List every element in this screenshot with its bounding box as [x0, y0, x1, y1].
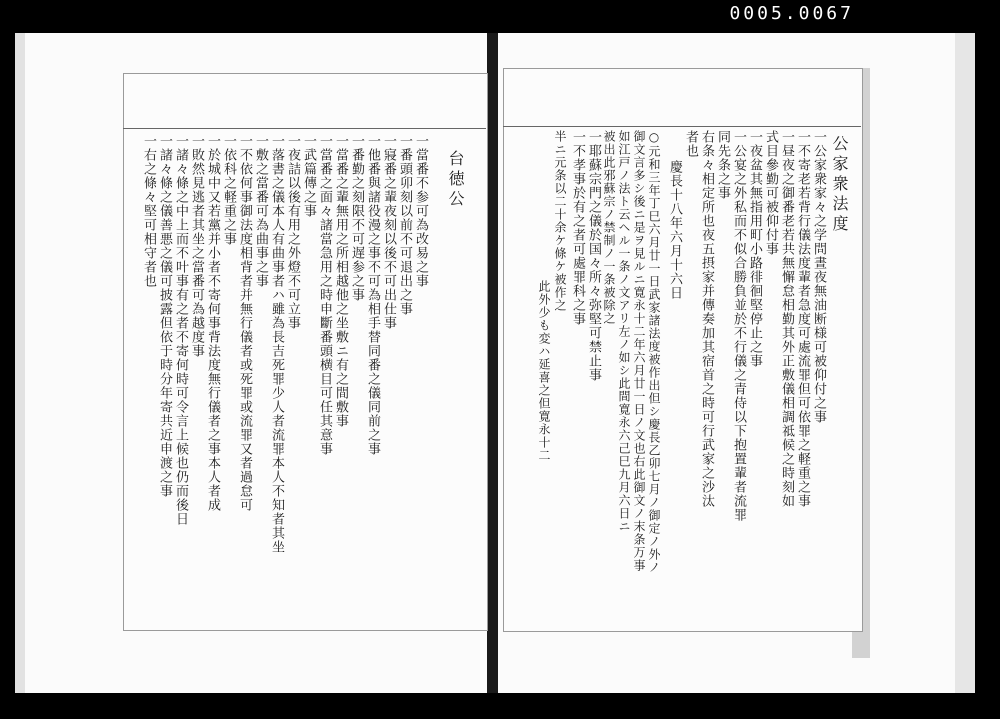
text-column: 式目參勤可被仰付事	[763, 130, 778, 256]
text-column: 一寢番之輩夜刻以後不可出仕事	[381, 134, 396, 330]
text-column: 者也	[683, 130, 698, 158]
text-column: 一公宴之外私而不似合勝負並於不行儀之青侍以下抱置輩者流罪	[731, 130, 746, 522]
text-column: 同先条之事	[715, 130, 730, 200]
text-column: 一耶蘇宗門之儀於国々所々弥堅可禁止事	[586, 130, 601, 382]
right-page-title: 公家衆法度	[830, 135, 849, 235]
left-page-title: 台徳公	[446, 150, 465, 210]
text-column: 一不依何事御法度相背者并無行儀者或死罪或流罪又者過怠可	[237, 134, 252, 512]
text-column: 一敗然見逃者其坐之當番可為越度事	[189, 134, 204, 358]
text-column: 半ニ元条以二十余ケ條ケ被作之	[553, 130, 567, 312]
text-column: 一敷之當番可為曲事之事	[253, 134, 268, 288]
frame-id: 0005.0067	[729, 3, 854, 24]
text-column: 一當番之面々諸當急用之時申斷番頭横目可任其意事	[317, 134, 332, 456]
text-column: 被出此邪蘇宗ノ禁制ノ一条被除之	[602, 130, 616, 325]
text-column: 一依科之軽重之事	[221, 134, 236, 246]
text-column: 慶長十八年六月十六日	[667, 160, 682, 300]
text-column: 一他番與諸役漫之事不可為相手替同番之儀同前之事	[365, 134, 380, 456]
text-column: 一番勤之刻限不可遅参之事	[349, 134, 364, 302]
text-column: 一公家衆家々之学問晝夜無油断様可被仰付之事	[811, 130, 826, 424]
text-column: 右条々相定所也夜五摂家并傳奏加其宿首之時可行武家之沙汰	[699, 130, 714, 508]
text-column: 一不孝事於有之者可處罪科之事	[570, 130, 585, 326]
text-column: 一當番不参可為改易之事	[413, 134, 428, 288]
text-column: 一諸々條之儀善悪之儀可披露但依于時分年寄共近申渡之事	[157, 134, 172, 498]
text-column: 此外少も変ハ延喜之但寛永十二	[537, 280, 551, 462]
text-column: 一夜盆其無指用町小路徘徊堅停止之事	[747, 130, 762, 368]
book-spine	[487, 33, 498, 693]
text-column: 御文言多シ後ニ是ヲ見ルニ寛永十二年六月廿一日ノ文也右此御文ノ末条万事	[632, 130, 646, 572]
text-column: 一番頭卯刻以前不可退出之事	[397, 134, 412, 316]
text-column: 一於城中又若黨并小者不寄何事背法度無行儀者之事本人者成	[205, 134, 220, 512]
right-page-edge	[955, 33, 975, 693]
text-column: 一右之條々堅可相守者也	[141, 134, 156, 288]
right-header-rule	[503, 126, 861, 127]
text-column: 一諸々條之中上而不叶事有之者不寄何時可令言上候也仍而後日	[173, 134, 188, 526]
text-column: 一落書之儀本人有曲事者ハ雖為長吉死罪少人者流罪本人不知者其坐	[269, 134, 284, 554]
text-column: 如江戸ノ法ト云ヘル一条ノ文アリ左ノ如シ此間寛永六己巳九月六日ニ	[617, 130, 631, 533]
left-page-edge	[15, 33, 25, 693]
text-column: 一當番之輩無用之所相越他之坐敷ニ有之間敷事	[333, 134, 348, 428]
left-header-rule	[123, 128, 486, 129]
text-column: 一武篇傳之事	[301, 134, 316, 218]
text-column: 一不寄老若背行儀法度輩者急度可處流罪但可依罪之軽重之事	[795, 130, 810, 508]
text-column: ○元和三年丁巳六月廿一日武家諸法度被作出但シ慶長乙卯七月ノ御定ノ外ノ	[647, 130, 661, 574]
text-column: 一夜詰以後有用之外燈不可立事	[285, 134, 300, 330]
text-column: 一昼夜之御番老若共無懈怠相勤其外正敷儀相調祗候之時刻如	[779, 130, 794, 508]
